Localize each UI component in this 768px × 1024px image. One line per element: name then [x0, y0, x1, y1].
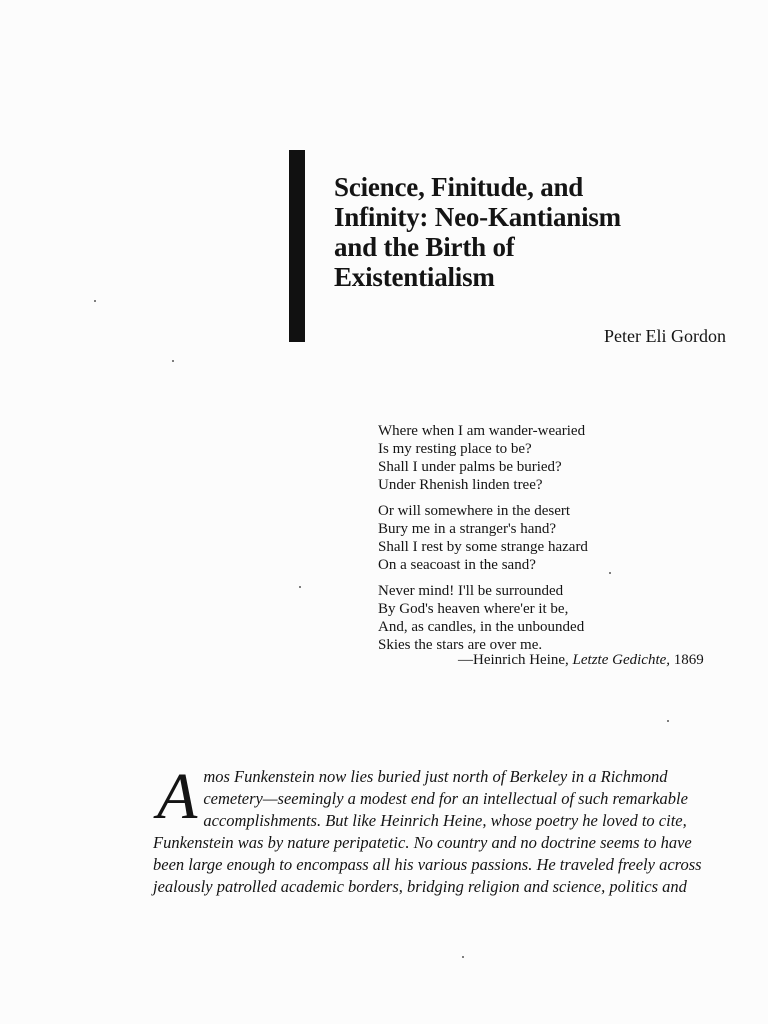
title-line: Infinity: Neo-Kantianism	[334, 202, 621, 232]
scan-speck	[667, 720, 669, 722]
verse-line: Under Rhenish linden tree?	[378, 477, 543, 493]
scan-speck	[299, 586, 301, 588]
attribution-author: —Heinrich Heine,	[458, 652, 569, 668]
epigraph-stanza	[378, 582, 738, 654]
body-line: Funkenstein was by nature peripatetic. No country and no doctrine seems to have	[153, 833, 692, 852]
scan-speck	[172, 360, 174, 362]
body-line: mos Funkenstein now lies buried just north of Berkeley in a Richmond	[203, 767, 668, 786]
body-line: jealously patrolled academic borders, bridging religion and science, politics and	[153, 877, 687, 896]
title-bar-decoration	[289, 150, 305, 342]
verse-line: Shall I under palms be buried?	[378, 459, 562, 475]
drop-cap: A	[157, 760, 198, 833]
attribution-year: 1869	[673, 652, 704, 668]
title-line: Existentialism	[334, 262, 495, 292]
verse-line: On a seacoast in the sand?	[378, 557, 536, 573]
verse-line: Shall I rest by some strange hazard	[378, 539, 588, 555]
epigraph-stanza	[378, 502, 738, 574]
epigraph-attribution	[458, 652, 704, 669]
verse-line: By God's heaven where'er it be,	[378, 601, 569, 617]
article-title	[334, 172, 734, 292]
title-line: and the Birth of	[334, 232, 515, 262]
verse-line: Skies the stars are over me.	[378, 637, 543, 653]
epigraph	[378, 422, 738, 662]
verse-line: Where when I am wander-wearied	[378, 423, 586, 439]
verse-line: Bury me in a stranger's hand?	[378, 521, 557, 537]
body-line: cemetery—seemingly a modest end for an intellectual of such remarkable	[203, 789, 688, 808]
verse-line: Never mind! I'll be surrounded	[378, 583, 564, 599]
body-line: been large enough to encompass all his various passions. He traveled freely across	[153, 855, 702, 874]
epigraph-stanza	[378, 422, 738, 494]
verse-line: Is my resting place to be?	[378, 441, 532, 457]
body-paragraph	[153, 760, 728, 898]
verse-line: Or will somewhere in the desert	[378, 503, 571, 519]
author-name: Peter Eli Gordon	[604, 326, 726, 346]
body-line: accomplishments. But like Heinrich Heine, whose poetry he loved to cite,	[203, 811, 687, 830]
scan-speck	[609, 572, 611, 574]
title-line: Science, Finitude, and	[334, 172, 584, 202]
verse-line: And, as candles, in the unbounded	[378, 619, 585, 635]
scan-speck	[462, 956, 464, 958]
attribution-work: Letzte Gedichte,	[572, 652, 671, 668]
scan-speck	[94, 300, 96, 302]
